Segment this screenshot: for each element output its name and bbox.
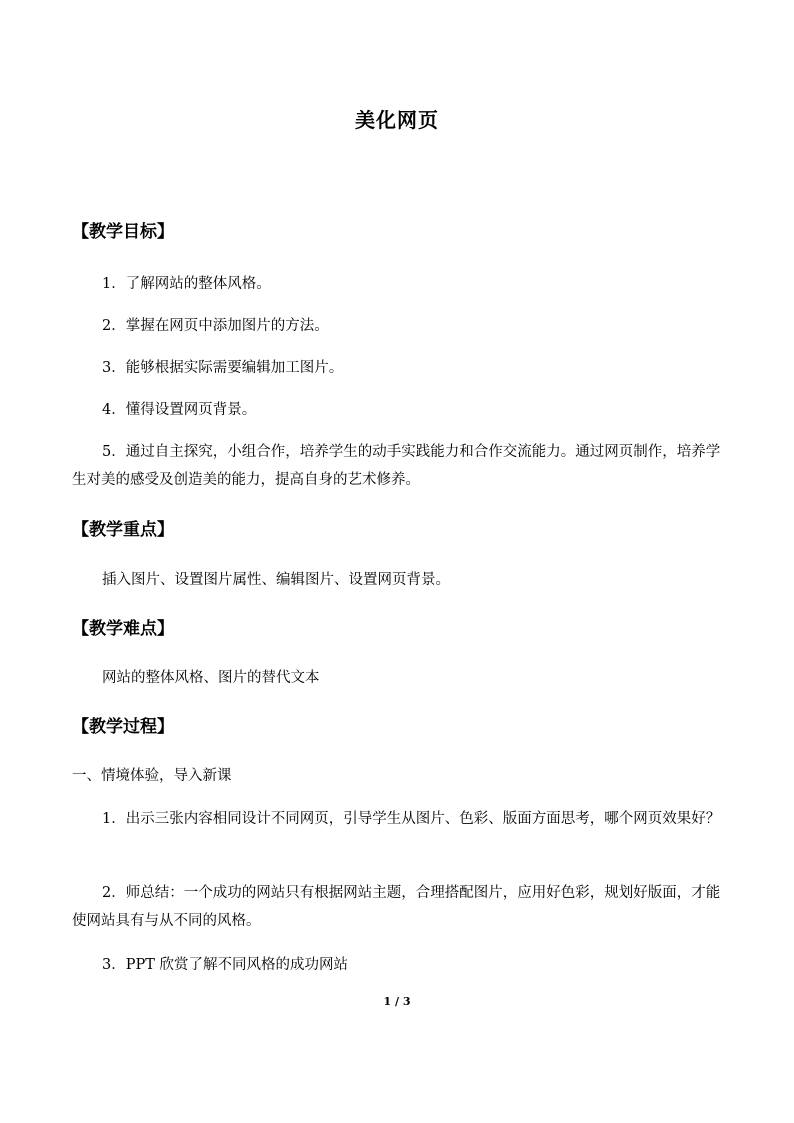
key-points-text: 插入图片、设置图片属性、编辑图片、设置网页背景。 <box>102 572 450 588</box>
objective-item-3: 3．能够根据实际需要编辑加工图片。 <box>102 360 344 376</box>
process-item-3: 3．PPT 欣赏了解不同风格的成功网站 <box>102 957 349 973</box>
objective-item-2: 2．掌握在网页中添加图片的方法。 <box>102 318 329 334</box>
objectives-heading: 【教学目标】 <box>72 222 174 242</box>
process-item-1: 1．出示三张内容相同设计不同网页，引导学生从图片、色彩、版面方面思考，哪个网页效果好？ <box>102 811 721 827</box>
document-title: 美化网页 <box>355 108 439 132</box>
objective-item-1: 1．了解网站的整体风格。 <box>102 276 271 292</box>
process-subheading: 一、情境体验，导入新课 <box>72 768 232 784</box>
page-number: 1 / 3 <box>383 995 411 1008</box>
process-item-2: 2．师总结：一个成功的网站只有根据网站主题，合理搭配图片，应用好色彩，规划好版面，才能使网站具有与从不同的风格。 <box>72 885 721 929</box>
difficulties-heading: 【教学难点】 <box>72 619 174 639</box>
process-heading: 【教学过程】 <box>72 717 174 737</box>
objective-item-4: 4．懂得设置网页背景。 <box>102 402 257 418</box>
difficulties-text: 网站的整体风格、图片的替代文本 <box>102 670 320 686</box>
objective-item-5: 5．通过自主探究，小组合作，培养学生的动手实践能力和合作交流能力。通过网页制作，培养学生对美的感受及创造美的能力，提高自身的艺术修养。 <box>72 444 721 488</box>
key-points-heading: 【教学重点】 <box>72 520 174 540</box>
